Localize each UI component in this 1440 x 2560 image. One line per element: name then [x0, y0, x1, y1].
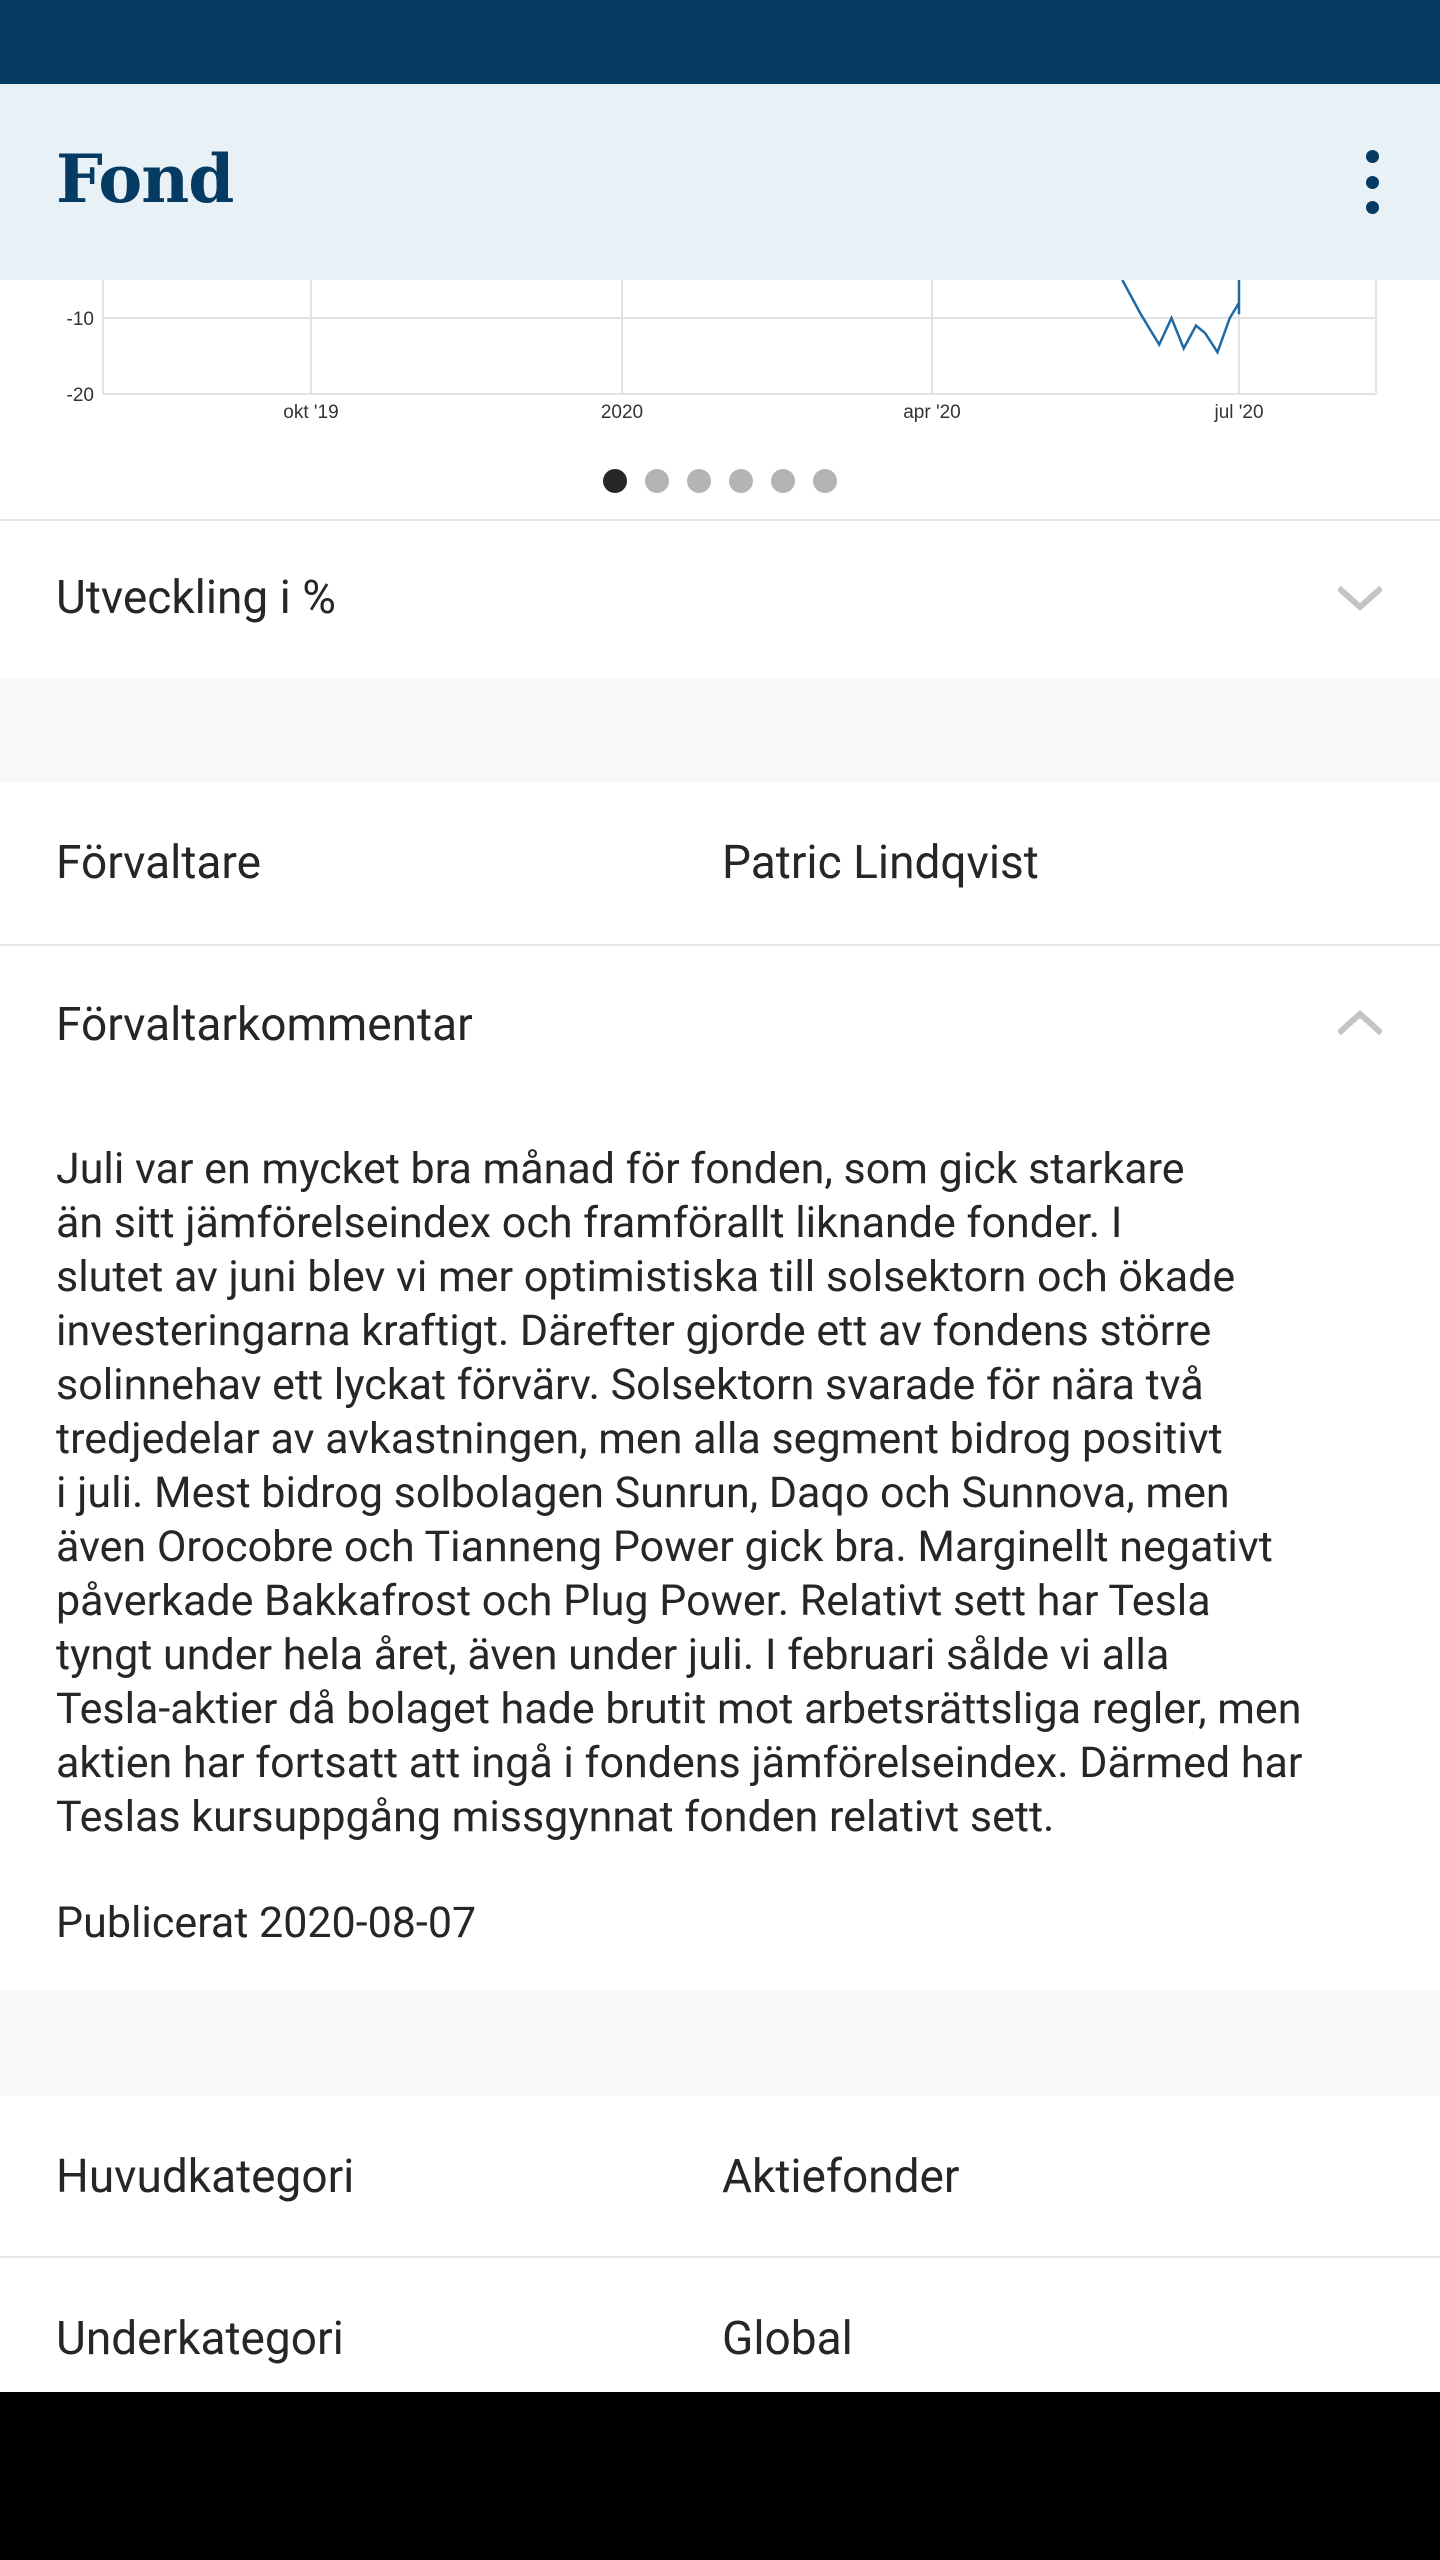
x-tick-label: jul '20 [1214, 402, 1264, 423]
chevron-down-icon[interactable] [1338, 577, 1382, 621]
comment-line: i juli. Mest bidrog solbolagen Sunrun, Daqo och Sunnova, men [56, 1468, 1230, 1518]
comment-line: aktien har fortsatt att ingå i fondens jämförelseindex. Därmed har [56, 1738, 1303, 1788]
comment-line: solinnehav ett lyckat förvärv. Solsektorn svarade för nära två [56, 1360, 1204, 1410]
more-vertical-icon[interactable] [1348, 142, 1396, 222]
pager-dot[interactable] [729, 469, 753, 493]
pager-dot[interactable] [603, 469, 627, 493]
main-category-value: Aktiefonder [722, 2150, 960, 2204]
manager-value: Patric Lindqvist [722, 836, 1039, 890]
main-category-label: Huvudkategori [56, 2150, 355, 2204]
comment-line: investeringarna kraftigt. Därefter gjorde ett av fondens större [56, 1306, 1212, 1356]
performance-toggle-row[interactable] [0, 521, 1440, 677]
comment-line: Juli var en mycket bra månad för fonden, som gick starkare [56, 1144, 1185, 1194]
manager-comment-label: Förvaltarkommentar [56, 998, 473, 1052]
chevron-up-icon[interactable] [1338, 1000, 1382, 1044]
published-date: Publicerat 2020-08-07 [56, 1898, 477, 1948]
comment-line: tredjedelar av avkastningen, men alla segment bidrog positivt [56, 1414, 1223, 1464]
series-line [1122, 280, 1239, 352]
page-title: Fond [56, 140, 234, 218]
main-category-row [0, 2096, 1440, 2256]
comment-line: Teslas kursuppgång missgynnat fonden relativt sett. [56, 1792, 1055, 1842]
x-tick-label: apr '20 [903, 402, 961, 423]
performance-label: Utveckling i % [56, 571, 336, 625]
comment-line: påverkade Bakkafrost och Plug Power. Relativt sett har Tesla [56, 1576, 1211, 1626]
manager-row [0, 782, 1440, 944]
app-bar [0, 84, 1440, 280]
y-tick-label: -20 [66, 385, 94, 406]
manager-comment-toggle-row[interactable] [0, 946, 1440, 1106]
comment-line: Tesla-aktier då bolaget hade brutit mot arbetsrättsliga regler, men [56, 1684, 1302, 1734]
sub-category-value: Global [722, 2312, 853, 2366]
y-tick-label: -10 [66, 309, 94, 330]
section-gap [0, 678, 1440, 782]
performance-chart[interactable] [0, 280, 1440, 430]
pager-dot[interactable] [687, 469, 711, 493]
x-tick-label: 2020 [600, 402, 644, 423]
status-bar [0, 0, 1440, 84]
pager-dot[interactable] [813, 469, 837, 493]
sub-category-row [0, 2258, 1440, 2392]
x-tick-label: okt '19 [283, 402, 339, 423]
chart-svg [0, 280, 1440, 430]
comment-line: tyngt under hela året, även under juli. I februari sålde vi alla [56, 1630, 1170, 1680]
sub-category-label: Underkategori [56, 2312, 344, 2366]
chart-pager[interactable] [0, 469, 1440, 497]
manager-comment-text [56, 1142, 1396, 1844]
section-gap [0, 1990, 1440, 2096]
comment-line: även Orocobre och Tianneng Power gick bra. Marginellt negativt [56, 1522, 1273, 1572]
pager-dot[interactable] [771, 469, 795, 493]
comment-line: slutet av juni blev vi mer optimistiska till solsektorn och ökade [56, 1252, 1236, 1302]
manager-label: Förvaltare [56, 836, 261, 890]
system-nav-bar [0, 2392, 1440, 2560]
comment-line: än sitt jämförelseindex och framförallt liknande fonder. I [56, 1198, 1123, 1248]
pager-dot[interactable] [645, 469, 669, 493]
